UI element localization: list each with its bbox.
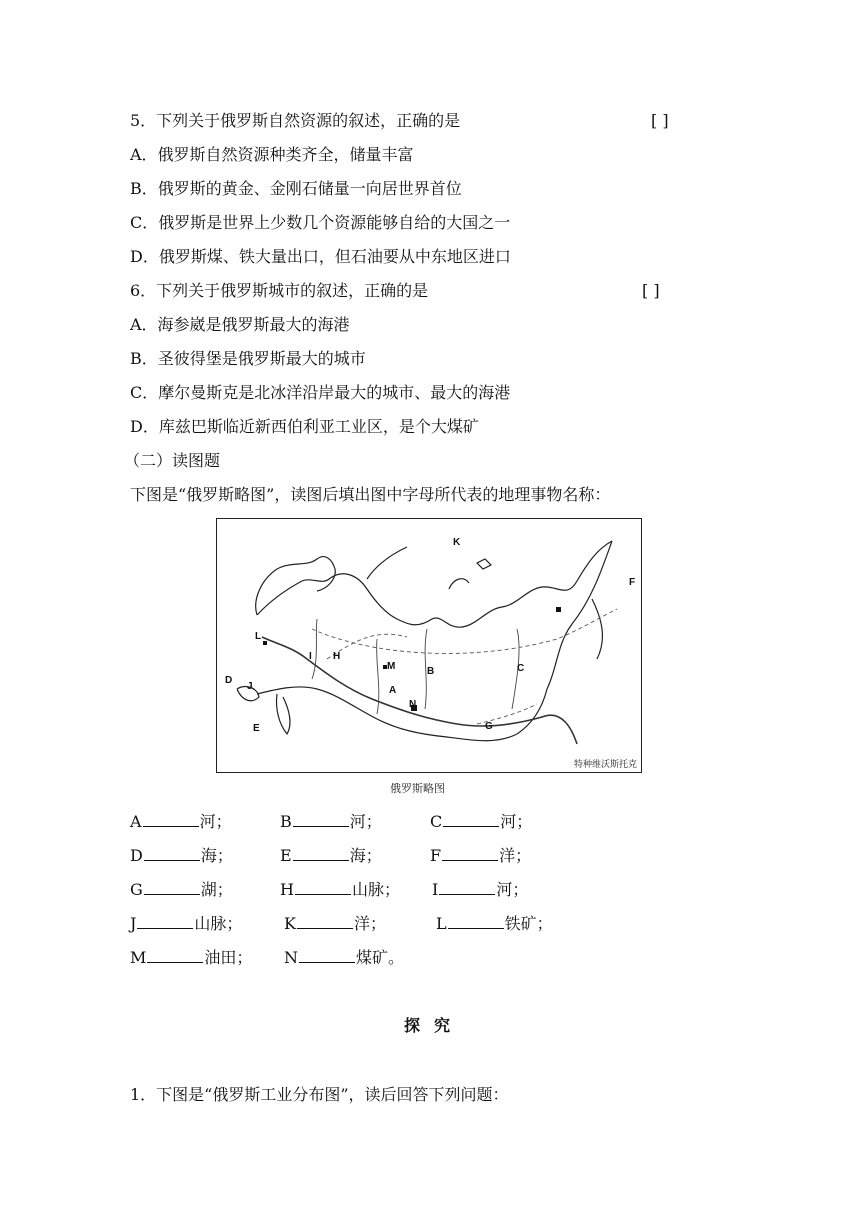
map-label-m: M bbox=[387, 661, 396, 672]
blank-l[interactable] bbox=[448, 914, 504, 929]
map-caption: 俄罗斯略图 bbox=[390, 783, 445, 795]
map-label-k: K bbox=[453, 537, 461, 548]
q5-option-a: A．俄罗斯自然资源种类齐全，储量丰富 bbox=[130, 145, 414, 164]
q6-answer-bracket[interactable]: [ ] bbox=[642, 281, 660, 300]
fill-item-c: C 河； bbox=[430, 812, 533, 831]
fill-item-i: I 河； bbox=[432, 880, 529, 899]
blank-n[interactable] bbox=[299, 948, 355, 963]
fill-item-m: M 油田； bbox=[130, 948, 253, 967]
map-label-a: A bbox=[389, 685, 397, 696]
fill-row-5 bbox=[130, 947, 690, 969]
fill-item-h: H 山脉； bbox=[280, 880, 400, 899]
q5-option-d: D．俄罗斯煤、铁大量出口，但石油要从中东地区进口 bbox=[130, 247, 511, 266]
explore-heading: 探究 bbox=[404, 1016, 465, 1035]
q6-option-d: D．库兹巴斯临近新西伯利亚工业区，是个大煤矿 bbox=[130, 417, 479, 436]
fill-item-k: K 洋； bbox=[284, 914, 386, 933]
map-label-j: J bbox=[247, 681, 253, 692]
blank-f[interactable] bbox=[442, 846, 498, 861]
blank-b[interactable] bbox=[293, 812, 349, 827]
fill-item-l: L 铁矿； bbox=[436, 914, 553, 933]
fill-row-4 bbox=[130, 913, 690, 935]
map-label-i: I bbox=[309, 651, 312, 662]
q5-answer-bracket[interactable]: [ ] bbox=[651, 111, 669, 130]
blank-m[interactable] bbox=[147, 948, 203, 963]
explore-question-1: 1．下图是“俄罗斯工业分布图”，读后回答下列问题： bbox=[130, 1085, 509, 1104]
blank-d[interactable] bbox=[144, 846, 200, 861]
fill-item-e: E 海； bbox=[280, 846, 382, 865]
q6-option-a: A．海参崴是俄罗斯最大的海港 bbox=[130, 315, 350, 334]
map-label-b: B bbox=[427, 666, 435, 677]
section-instruction: 下图是“俄罗斯略图”，读图后填出图中字母所代表的地理事物名称： bbox=[130, 485, 611, 504]
section-title: （二）读图题 bbox=[124, 451, 221, 470]
q6-option-b: B．圣彼得堡是俄罗斯最大的城市 bbox=[130, 349, 366, 368]
map-label-e: E bbox=[253, 723, 260, 734]
iron-mine-marker bbox=[263, 641, 267, 645]
q6-stem: 6．下列关于俄罗斯城市的叙述，正确的是 bbox=[130, 281, 429, 300]
map-label-c: C bbox=[517, 663, 525, 674]
blank-k[interactable] bbox=[297, 914, 353, 929]
fill-item-n: N 煤矿。 bbox=[284, 948, 405, 967]
fill-item-b: B 河； bbox=[280, 812, 382, 831]
blank-a[interactable] bbox=[143, 812, 199, 827]
map-watermark: 特种维沃斯托克 bbox=[573, 759, 637, 769]
map-label-d: D bbox=[225, 675, 233, 686]
q6-option-c: C．摩尔曼斯克是北冰洋沿岸最大的城市、最大的海港 bbox=[130, 383, 511, 402]
blank-e[interactable] bbox=[293, 846, 349, 861]
fill-item-g: G 湖； bbox=[130, 880, 233, 899]
fill-item-a: A 河； bbox=[130, 812, 232, 831]
city-marker bbox=[556, 607, 561, 612]
map-label-h: H bbox=[333, 651, 341, 662]
fill-item-j: J 山脉； bbox=[130, 914, 243, 933]
fill-item-f: F 洋； bbox=[430, 846, 532, 865]
fill-row-2 bbox=[130, 845, 690, 867]
map-drawing bbox=[217, 519, 642, 773]
blank-j[interactable] bbox=[137, 914, 193, 929]
map-label-l: L bbox=[255, 631, 262, 642]
blank-c[interactable] bbox=[443, 812, 499, 827]
map-label-f: F bbox=[629, 577, 636, 588]
map-label-g: G bbox=[485, 721, 493, 732]
blank-h[interactable] bbox=[295, 880, 351, 895]
fill-row-1 bbox=[130, 811, 690, 833]
blank-g[interactable] bbox=[144, 880, 200, 895]
q5-stem: 5．下列关于俄罗斯自然资源的叙述，正确的是 bbox=[130, 111, 461, 130]
fill-row-3 bbox=[130, 879, 690, 901]
q5-option-b: B．俄罗斯的黄金、金刚石储量一向居世界首位 bbox=[130, 179, 462, 198]
russia-map bbox=[216, 518, 642, 773]
map-label-n: N bbox=[409, 699, 417, 710]
blank-i[interactable] bbox=[439, 880, 495, 895]
q5-option-c: C．俄罗斯是世界上少数几个资源能够自给的大国之一 bbox=[130, 213, 511, 232]
fill-item-d: D 海； bbox=[130, 846, 233, 865]
